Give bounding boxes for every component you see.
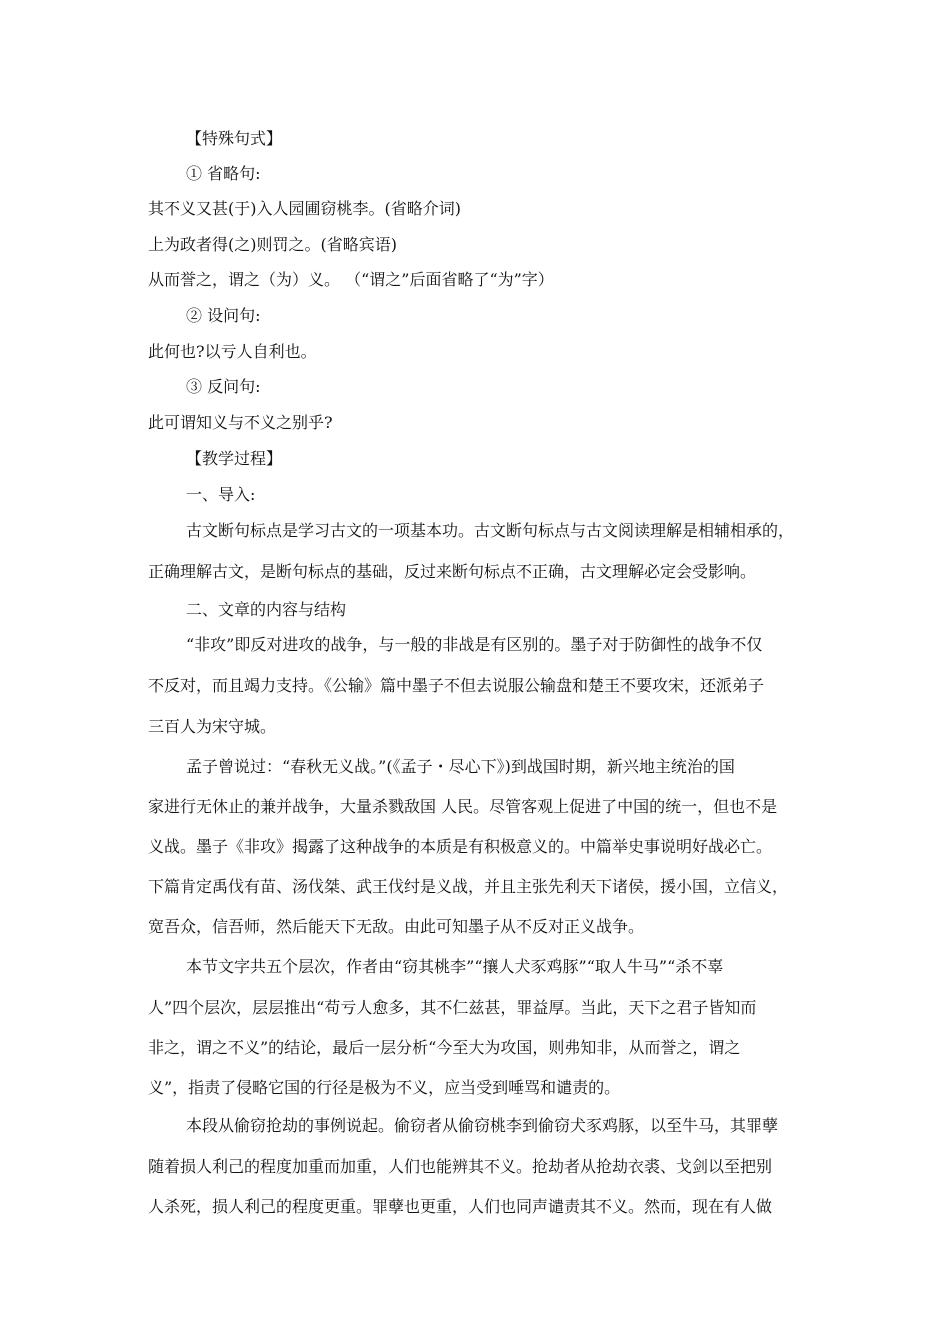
section-heading-special-sentences: 【特殊句式】 xyxy=(186,129,283,148)
paragraph-line: 三百人为宋守城。 xyxy=(148,717,277,736)
subheading-introduction: 一、导入: xyxy=(186,485,256,504)
paragraph-line: 义”，指责了侵略它国的行径是极为不义，应当受到唾骂和谴责的。 xyxy=(148,1078,621,1097)
paragraph-line: 人杀死，损人利己的程度更重。罪孽也更重，人们也同声谴责其不义。然而，现在有人做 xyxy=(148,1197,773,1216)
paragraph-line: 人”四个层次，层层推出“苟亏人愈多，其不仁兹甚，罪益厚。当此，天下之君子皆知而 xyxy=(148,998,757,1017)
text-line: 此何也?以亏人自利也。 xyxy=(148,342,317,361)
paragraph-line: 家进行无休止的兼并战争，大量杀戮敌国 人民。尽管客观上促进了中国的统一，但也不是 xyxy=(148,797,778,816)
paragraph-line: “非攻”即反对进攻的战争，与一般的非战是有区别的。墨子对于防御性的战争不仅 xyxy=(186,635,763,654)
text-line: 上为政者得(之)则罚之。(省略宾语) xyxy=(148,235,397,254)
text-line: 此可谓知义与不义之别乎? xyxy=(148,413,333,432)
paragraph-line: 孟子曾说过：“春秋无义战。”(《孟子・尽心下》)到战国时期，新兴地主统治的国 xyxy=(186,757,735,776)
subheading-content-structure: 二、文章的内容与结构 xyxy=(186,600,347,619)
subheading-ellipsis: ① 省略句: xyxy=(186,164,261,183)
paragraph-line: 不反对，而且竭力支持。《公输》篇中墨子不但去说服公输盘和楚王不要攻宋，还派弟子 xyxy=(148,676,765,695)
text-line: 其不义又甚(于)入人园圃窃桃李。(省略介词) xyxy=(148,199,461,218)
subheading-rhetorical-q-and-a: ② 设问句: xyxy=(186,306,261,325)
paragraph-line: 宽吾众，信吾师，然后能天下无敌。由此可知墨子从不反对正义战争。 xyxy=(148,917,645,936)
paragraph-line: 本段从偷窃抢劫的事例说起。偷窃者从偷窃桃李到偷窃犬豕鸡豚，以至牛马，其罪孽 xyxy=(186,1116,779,1135)
paragraph-line: 非之，谓之不义”的结论，最后一层分析“今至大为攻国，则弗知非，从而誉之，谓之 xyxy=(148,1038,741,1057)
subheading-rhetorical-question: ③ 反问句: xyxy=(186,377,261,396)
section-heading-teaching-process: 【教学过程】 xyxy=(186,449,283,468)
paragraph-line: 下篇肯定禹伐有苗、汤伐桀、武王伐纣是义战，并且主张先利天下诸侯，援小国，立信义， xyxy=(148,877,789,896)
paragraph-line: 本节文字共五个层次，作者由“窃其桃李”“攘人犬豕鸡豚”“取人牛马”“杀不辜 xyxy=(186,957,724,976)
paragraph-line: 随着损人利己的程度加重而加重，人们也能辨其不义。抢劫者从抢劫衣裘、戈剑以至把别 xyxy=(148,1157,773,1176)
paragraph-line: 古文断句标点是学习古文的一项基本功。古文断句标点与古文阅读理解是相辅相承的， xyxy=(186,521,795,540)
paragraph-line: 义战。墨子《非攻》揭露了这种战争的本质是有积极意义的。中篇举史事说明好战必亡。 xyxy=(148,837,773,856)
paragraph-line: 正确理解古文，是断句标点的基础，反过来断句标点不正确，古文理解必定会受影响。 xyxy=(148,562,757,581)
text-line: 从而誉之，谓之（为）义。 （“谓之”后面省略了“为”字） xyxy=(148,270,554,289)
